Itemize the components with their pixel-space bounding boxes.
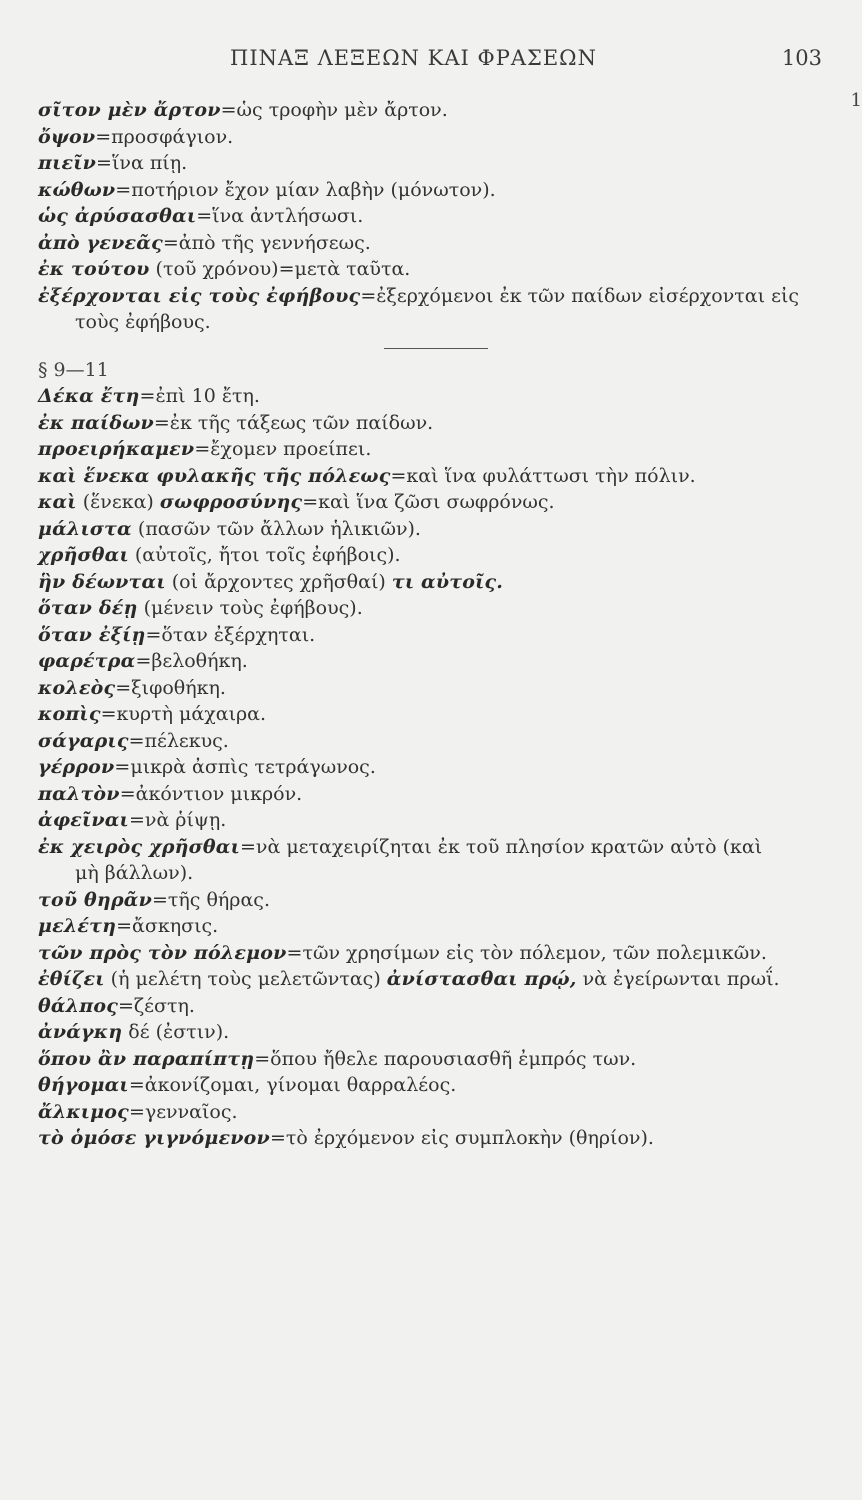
entry-gloss: =ζέστη.	[117, 994, 195, 1017]
entry-gloss: (οἱ ἄρχοντες χρῆσθαί)	[171, 570, 386, 593]
entry-gloss: =προσφάγιον.	[95, 125, 234, 148]
entry-gloss: =καὶ ἵνα φυλάττωσι τὴν πόλιν.	[390, 464, 696, 487]
entry-term: μελέτη	[38, 915, 117, 937]
entry-gloss: (αὐτοῖς, ἤτοι τοῖς ἐφήβοις).	[134, 544, 401, 566]
glossary-entry	[38, 966, 838, 993]
entry-term: θάλπος	[38, 994, 118, 1017]
glossary-entry	[38, 675, 838, 702]
entry-gloss: =ἄσκησις.	[116, 915, 219, 937]
glossary-content	[38, 97, 838, 1152]
entry-term: ἐθίζει	[38, 968, 105, 990]
entry-gloss: =ἵνα ἀντλήσωσι.	[196, 205, 364, 227]
entry-term: καὶ ἕνεκα φυλακῆς τῆς πόλεως	[38, 464, 391, 487]
entry-term: κολεὸς	[38, 676, 116, 699]
entry-term: μάλιστα	[38, 517, 132, 540]
glossary-entry	[38, 150, 838, 177]
entry-term: ἀπὸ γενεᾶς	[38, 231, 163, 254]
entry-term: χρῆσθαι	[38, 544, 129, 566]
entry-term: γέρρον	[38, 756, 115, 778]
entry-gloss: =ἀκονίζομαι, γίνομαι θαρραλέος.	[128, 1074, 457, 1096]
entry-gloss: μὴ βάλλων).	[75, 862, 194, 884]
glossary-entry-continuation	[38, 309, 838, 336]
section-label: § 9—11	[38, 358, 109, 381]
entry-gloss: =βελοθήκη.	[135, 650, 248, 672]
entry-term: ἐκ παίδων	[38, 411, 154, 434]
entry-gloss: =πέλεκυς.	[128, 729, 229, 752]
glossary-entry	[38, 781, 838, 808]
entry-gloss: =ἀκόντιον μικρόν.	[119, 782, 303, 805]
glossary-entry-continuation	[38, 860, 838, 887]
entry-gloss: (τοῦ χρόνου)=μετὰ ταῦτα.	[155, 258, 411, 280]
glossary-entry	[38, 256, 838, 283]
entry-term: προειρήκαμεν	[38, 438, 195, 460]
entry-term: ἐκ τούτου	[38, 258, 150, 280]
entry-gloss: =ὅπου ἤθελε παρουσιασθῆ ἐμπρός των.	[254, 1047, 637, 1070]
glossary-entry	[38, 887, 838, 914]
entry-gloss: =ἐξερχόμενοι ἐκ τῶν παίδων εἰσέρχονται εἰς	[360, 284, 800, 307]
entry-term: παλτὸν	[38, 782, 120, 805]
entry-term: ἀνίστασθαι πρῴ,	[386, 968, 577, 990]
entry-gloss: =ὡς τροφὴν μὲν ἄρτον.	[220, 99, 448, 121]
page-header	[0, 40, 862, 80]
entry-gloss: =νὰ μεταχειρίζηται ἐκ τοῦ πλησίον κρατῶν αὐτὸ (καὶ	[239, 835, 763, 858]
edge-mark: 1	[850, 90, 862, 111]
glossary-entry	[38, 1019, 838, 1046]
glossary-entry	[38, 1072, 838, 1099]
entry-gloss: (μένειν τοὺς ἐφήβους).	[143, 597, 363, 619]
entry-term: ὡς ἀρύσασθαι	[38, 205, 197, 227]
page-number: 103	[781, 46, 822, 70]
entry-term: σῖτον μὲν ἄρτον	[38, 99, 221, 121]
entry-gloss: =μικρὰ ἀσπὶς τετράγωνος.	[114, 756, 376, 778]
entry-gloss: =ξιφοθήκη.	[115, 676, 226, 699]
glossary-entry	[38, 834, 838, 861]
glossary-entry	[38, 177, 838, 204]
entry-term: σάγαρις	[38, 729, 129, 752]
entry-gloss: =ὅταν ἐξέρχηται.	[145, 623, 316, 646]
glossary-entry	[38, 701, 838, 728]
entry-gloss: =ἀπὸ τῆς γεννήσεως.	[162, 231, 371, 254]
entry-term: ὅπου ἂν παραπίπτῃ	[38, 1047, 255, 1070]
entry-gloss: =τὸ ἐρχόμενον εἰς συμπλοκὴν (θηρίον).	[269, 1127, 654, 1149]
entry-term: τὸ ὁμόσε γιγνόμενον	[38, 1127, 270, 1149]
entry-term: ὅταν ἐξίῃ	[38, 623, 146, 646]
entry-gloss: δέ (ἐστιν).	[128, 1021, 230, 1043]
entry-term: κοπὶς	[38, 703, 101, 725]
entry-term: Δέκα ἔτη	[38, 385, 140, 407]
glossary-entry	[38, 516, 838, 543]
entry-term: ὅταν δέῃ	[38, 597, 138, 619]
running-title: ΠΙΝΑΞ ΛΕΞΕΩΝ ΚΑΙ ΦΡΑΣΕΩΝ	[230, 46, 597, 70]
glossary-entry	[38, 203, 838, 230]
entry-term: ἣν δέωνται	[38, 570, 166, 593]
glossary-entry	[38, 489, 838, 516]
glossary-entry	[38, 542, 838, 569]
glossary-entry	[38, 913, 838, 940]
glossary-entry	[38, 1046, 838, 1073]
glossary-entry	[38, 728, 838, 755]
glossary-entry	[38, 383, 838, 410]
glossary-entry	[38, 410, 838, 437]
glossary-entry	[38, 754, 838, 781]
entry-term: ὄψον	[38, 125, 96, 148]
glossary-entry	[38, 807, 838, 834]
glossary-entry	[38, 569, 838, 596]
entry-term: κώθων	[38, 178, 116, 201]
glossary-entry	[38, 436, 838, 463]
entry-term: τι αὐτοῖς.	[391, 570, 504, 593]
entry-term: σωφροσύνης	[159, 491, 303, 513]
entry-gloss: =τῶν χρησίμων εἰς τὸν πόλεμον, τῶν πολεμικῶν.	[286, 941, 767, 964]
glossary-entry	[38, 463, 838, 490]
section-divider	[384, 348, 488, 349]
entry-term: τῶν πρὸς τὸν πόλεμον	[38, 941, 287, 964]
glossary-entry	[38, 940, 838, 967]
entry-gloss: =κυρτὴ μάχαιρα.	[100, 703, 267, 725]
entry-term: ἀνάγκη	[38, 1021, 123, 1043]
glossary-block-1	[38, 97, 838, 336]
entry-gloss: =γενναῖος.	[128, 1100, 238, 1123]
glossary-entry	[38, 1099, 838, 1126]
entry-gloss: =ἐπὶ 10 ἔτη.	[139, 385, 260, 407]
glossary-entry	[38, 993, 838, 1020]
entry-term: φαρέτρα	[38, 650, 136, 672]
glossary-entry	[38, 1125, 838, 1152]
entry-term: ἐξέρχονται εἰς τοὺς ἐφήβους	[38, 284, 361, 307]
entry-term: τοῦ θηρᾶν	[38, 888, 152, 911]
entry-term: ἐκ χειρὸς χρῆσθαι	[38, 835, 240, 858]
entry-gloss: τοὺς ἐφήβους.	[75, 311, 211, 333]
entry-gloss: =ποτήριον ἔχον μίαν λαβὴν (μόνωτον).	[115, 178, 496, 201]
glossary-entry	[38, 622, 838, 649]
entry-gloss: νὰ ἐγείρωνται πρωΐ.	[582, 968, 780, 990]
glossary-entry	[38, 648, 838, 675]
glossary-entry	[38, 283, 838, 310]
glossary-entry	[38, 124, 838, 151]
entry-gloss: =ἵνα πίῃ.	[96, 152, 188, 174]
entry-gloss: =καὶ ἵνα ζῶσι σωφρόνως.	[302, 491, 555, 513]
entry-gloss: (ἡ μελέτη τοὺς μελετῶντας)	[110, 968, 381, 990]
glossary-block-2	[38, 383, 838, 1152]
entry-gloss: =νὰ ῥίψῃ.	[128, 809, 227, 831]
entry-term: πιεῖν	[38, 152, 97, 174]
entry-gloss: =τῆς θήρας.	[151, 888, 270, 911]
entry-term: καὶ	[38, 491, 77, 513]
entry-gloss: =ἐκ τῆς τάξεως τῶν παίδων.	[153, 411, 434, 434]
entry-term: ἀφεῖναι	[38, 809, 129, 831]
glossary-entry	[38, 97, 838, 124]
entry-term: θήγομαι	[38, 1074, 129, 1096]
entry-gloss: =ἔχομεν προείπει.	[194, 438, 372, 460]
glossary-entry	[38, 595, 838, 622]
glossary-entry	[38, 230, 838, 257]
entry-gloss: (πασῶν τῶν ἄλλων ἡλικιῶν).	[137, 517, 421, 540]
entry-term: ἄλκιμος	[38, 1100, 129, 1123]
entry-gloss: (ἕνεκα)	[82, 491, 154, 513]
